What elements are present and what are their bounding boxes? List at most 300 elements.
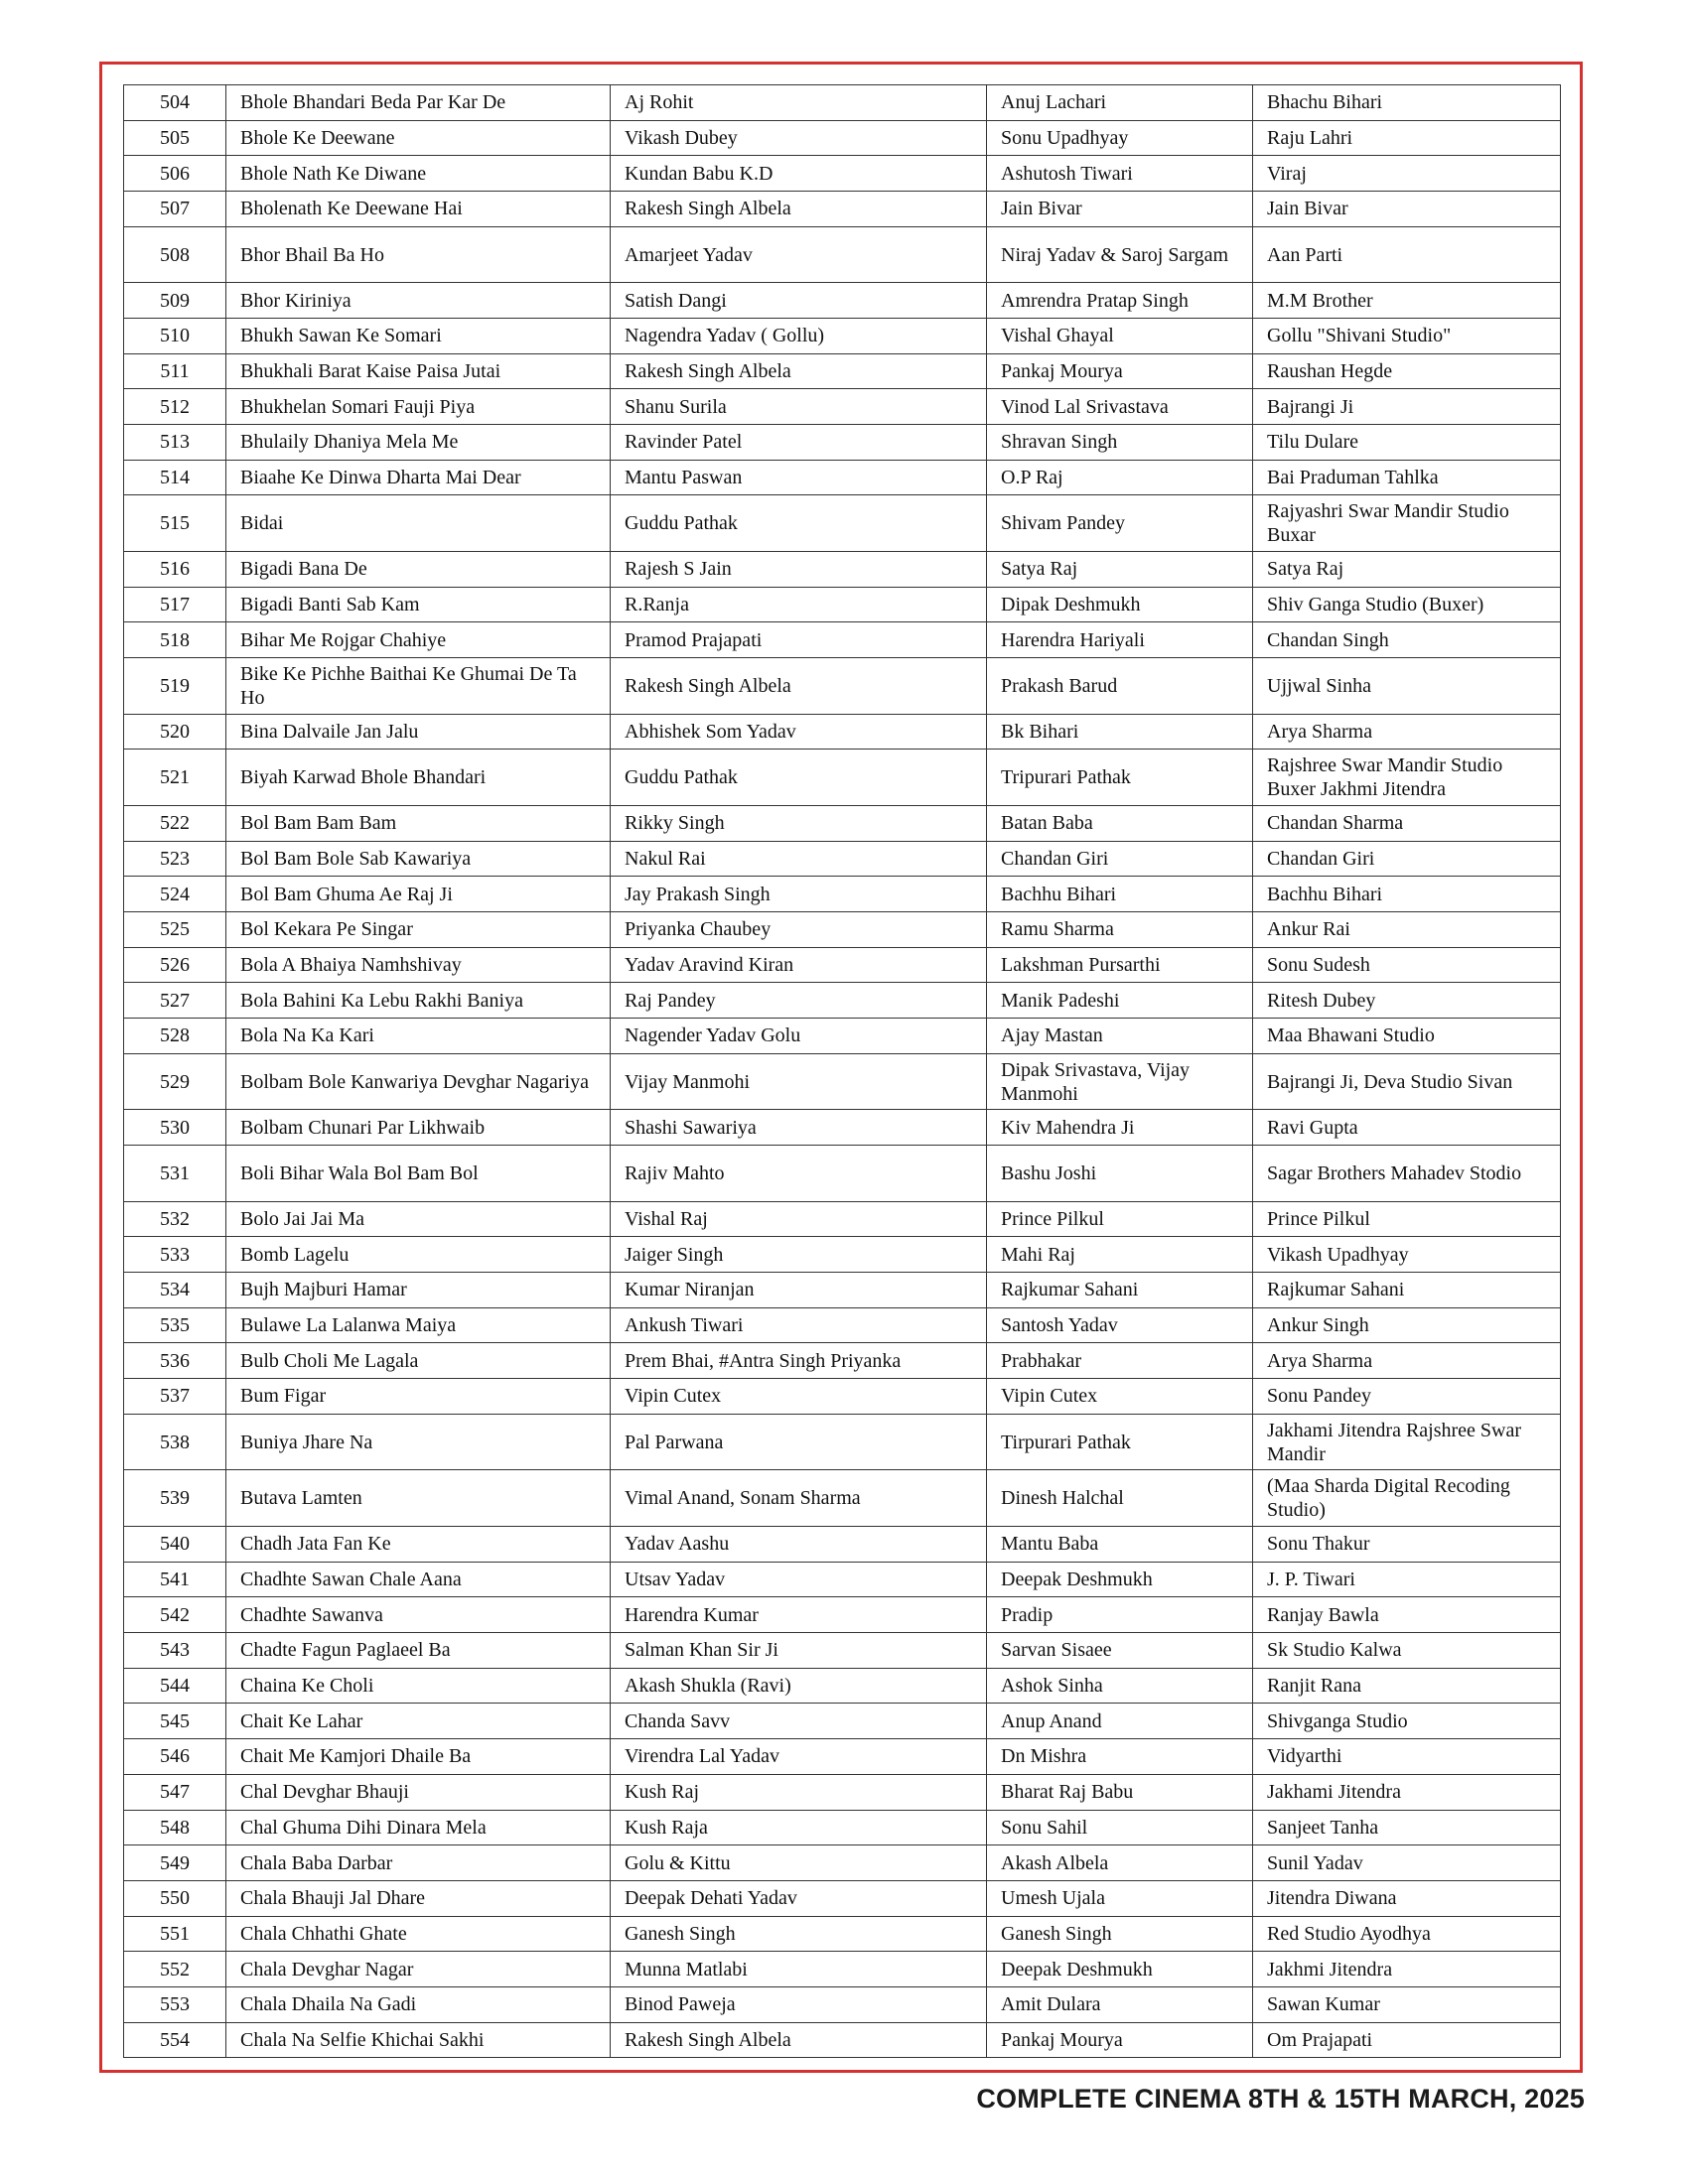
lyricist-cell: Tripurari Pathak xyxy=(987,750,1253,806)
table-row xyxy=(124,877,1561,912)
table-row xyxy=(124,283,1561,319)
song-title-cell: Bigadi Banti Sab Kam xyxy=(226,587,611,622)
music-studio-cell: Chandan Singh xyxy=(1253,622,1561,658)
table-row xyxy=(124,1668,1561,1704)
music-studio-cell: J. P. Tiwari xyxy=(1253,1562,1561,1597)
music-studio-cell: Tilu Dulare xyxy=(1253,425,1561,461)
singer-cell: Utsav Yadav xyxy=(611,1562,987,1597)
lyricist-cell: Bk Bihari xyxy=(987,714,1253,750)
lyricist-cell: Sonu Upadhyay xyxy=(987,120,1253,156)
song-title-cell: Bhukhelan Somari Fauji Piya xyxy=(226,389,611,425)
row-number-cell: 530 xyxy=(124,1110,226,1146)
table-row xyxy=(124,1273,1561,1308)
song-title-cell: Chala Baba Darbar xyxy=(226,1845,611,1881)
lyricist-cell: Jain Bivar xyxy=(987,192,1253,227)
table-row xyxy=(124,1201,1561,1237)
singer-cell: Vijay Manmohi xyxy=(611,1053,987,1110)
row-number-cell: 531 xyxy=(124,1146,226,1202)
row-number-cell: 539 xyxy=(124,1470,226,1527)
row-number-cell: 548 xyxy=(124,1810,226,1845)
table-row xyxy=(124,750,1561,806)
table-row xyxy=(124,1470,1561,1527)
singer-cell: Shashi Sawariya xyxy=(611,1110,987,1146)
song-title-cell: Chaina Ke Choli xyxy=(226,1668,611,1704)
table-row xyxy=(124,1880,1561,1916)
singer-cell: Rakesh Singh Albela xyxy=(611,192,987,227)
song-title-cell: Chal Devghar Bhauji xyxy=(226,1774,611,1810)
song-title-cell: Bhole Bhandari Beda Par Kar De xyxy=(226,85,611,121)
table-row xyxy=(124,1110,1561,1146)
singer-cell: Priyanka Chaubey xyxy=(611,912,987,948)
music-studio-cell: Sawan Kumar xyxy=(1253,1986,1561,2022)
lyricist-cell: Lakshman Pursarthi xyxy=(987,947,1253,983)
song-title-cell: Bina Dalvaile Jan Jalu xyxy=(226,714,611,750)
song-title-cell: Biyah Karwad Bhole Bhandari xyxy=(226,750,611,806)
lyricist-cell: Bashu Joshi xyxy=(987,1146,1253,1202)
table-row xyxy=(124,1053,1561,1110)
song-title-cell: Bolbam Chunari Par Likhwaib xyxy=(226,1110,611,1146)
lyricist-cell: Anuj Lachari xyxy=(987,85,1253,121)
singer-cell: Aj Rohit xyxy=(611,85,987,121)
song-title-cell: Bhole Ke Deewane xyxy=(226,120,611,156)
table-row xyxy=(124,912,1561,948)
lyricist-cell: Niraj Yadav & Saroj Sargam xyxy=(987,226,1253,283)
singer-cell: Nagender Yadav Golu xyxy=(611,1019,987,1054)
song-title-cell: Buniya Jhare Na xyxy=(226,1414,611,1470)
table-row xyxy=(124,85,1561,121)
row-number-cell: 540 xyxy=(124,1527,226,1563)
table-row xyxy=(124,192,1561,227)
music-studio-cell: Sanjeet Tanha xyxy=(1253,1810,1561,1845)
lyricist-cell: Chandan Giri xyxy=(987,841,1253,877)
music-studio-cell: Raushan Hegde xyxy=(1253,353,1561,389)
song-title-cell: Chadh Jata Fan Ke xyxy=(226,1527,611,1563)
music-studio-cell: Bhachu Bihari xyxy=(1253,85,1561,121)
lyricist-cell: Sarvan Sisaee xyxy=(987,1633,1253,1669)
singer-cell: Ravinder Patel xyxy=(611,425,987,461)
row-number-cell: 505 xyxy=(124,120,226,156)
row-number-cell: 536 xyxy=(124,1343,226,1379)
song-title-cell: Bhulaily Dhaniya Mela Me xyxy=(226,425,611,461)
song-title-cell: Bhor Bhail Ba Ho xyxy=(226,226,611,283)
music-studio-cell: Bachhu Bihari xyxy=(1253,877,1561,912)
singer-cell: Vipin Cutex xyxy=(611,1379,987,1415)
song-title-cell: Chala Chhathi Ghate xyxy=(226,1916,611,1952)
lyricist-cell: Shravan Singh xyxy=(987,425,1253,461)
singer-cell: Virendra Lal Yadav xyxy=(611,1739,987,1775)
singer-cell: Pal Parwana xyxy=(611,1414,987,1470)
row-number-cell: 549 xyxy=(124,1845,226,1881)
singer-cell: Rajesh S Jain xyxy=(611,552,987,588)
song-title-cell: Boli Bihar Wala Bol Bam Bol xyxy=(226,1146,611,1202)
table-row xyxy=(124,425,1561,461)
song-title-cell: Bhukh Sawan Ke Somari xyxy=(226,319,611,354)
table-row xyxy=(124,587,1561,622)
row-number-cell: 511 xyxy=(124,353,226,389)
singer-cell: Nakul Rai xyxy=(611,841,987,877)
singer-cell: Yadav Aravind Kiran xyxy=(611,947,987,983)
singer-cell: Jay Prakash Singh xyxy=(611,877,987,912)
lyricist-cell: Dn Mishra xyxy=(987,1739,1253,1775)
lyricist-cell: Harendra Hariyali xyxy=(987,622,1253,658)
song-title-cell: Bomb Lagelu xyxy=(226,1237,611,1273)
song-title-cell: Chal Ghuma Dihi Dinara Mela xyxy=(226,1810,611,1845)
table-row xyxy=(124,1986,1561,2022)
lyricist-cell: Vipin Cutex xyxy=(987,1379,1253,1415)
singer-cell: Vishal Raj xyxy=(611,1201,987,1237)
row-number-cell: 528 xyxy=(124,1019,226,1054)
music-studio-cell: Gollu "Shivani Studio" xyxy=(1253,319,1561,354)
music-studio-cell: Arya Sharma xyxy=(1253,1343,1561,1379)
row-number-cell: 524 xyxy=(124,877,226,912)
row-number-cell: 525 xyxy=(124,912,226,948)
row-number-cell: 507 xyxy=(124,192,226,227)
table-row xyxy=(124,947,1561,983)
row-number-cell: 541 xyxy=(124,1562,226,1597)
music-studio-cell: Bajrangi Ji xyxy=(1253,389,1561,425)
lyricist-cell: Pankaj Mourya xyxy=(987,2022,1253,2058)
table-row xyxy=(124,1562,1561,1597)
table-row xyxy=(124,1597,1561,1633)
lyricist-cell: Umesh Ujala xyxy=(987,1880,1253,1916)
lyricist-cell: Santosh Yadav xyxy=(987,1307,1253,1343)
lyricist-cell: Dipak Deshmukh xyxy=(987,587,1253,622)
lyricist-cell: Dipak Srivastava, Vijay Manmohi xyxy=(987,1053,1253,1110)
music-studio-cell: Maa Bhawani Studio xyxy=(1253,1019,1561,1054)
singer-cell: Golu & Kittu xyxy=(611,1845,987,1881)
song-title-cell: Chait Ke Lahar xyxy=(226,1704,611,1739)
song-title-cell: Bulawe La Lalanwa Maiya xyxy=(226,1307,611,1343)
lyricist-cell: Mahi Raj xyxy=(987,1237,1253,1273)
singer-cell: Vikash Dubey xyxy=(611,120,987,156)
row-number-cell: 515 xyxy=(124,495,226,552)
lyricist-cell: Deepak Deshmukh xyxy=(987,1562,1253,1597)
lyricist-cell: O.P Raj xyxy=(987,460,1253,495)
row-number-cell: 537 xyxy=(124,1379,226,1415)
row-number-cell: 516 xyxy=(124,552,226,588)
table-body xyxy=(124,85,1561,2058)
song-title-cell: Bulb Choli Me Lagala xyxy=(226,1343,611,1379)
table-row xyxy=(124,353,1561,389)
row-number-cell: 551 xyxy=(124,1916,226,1952)
music-studio-cell: Rajshree Swar Mandir Studio Buxer Jakhmi Jitendra xyxy=(1253,750,1561,806)
row-number-cell: 526 xyxy=(124,947,226,983)
lyricist-cell: Vinod Lal Srivastava xyxy=(987,389,1253,425)
row-number-cell: 543 xyxy=(124,1633,226,1669)
music-studio-cell: Bai Praduman Tahlka xyxy=(1253,460,1561,495)
row-number-cell: 521 xyxy=(124,750,226,806)
singer-cell: Pramod Prajapati xyxy=(611,622,987,658)
music-studio-cell: Vidyarthi xyxy=(1253,1739,1561,1775)
row-number-cell: 509 xyxy=(124,283,226,319)
music-studio-cell: Ranjit Rana xyxy=(1253,1668,1561,1704)
music-studio-cell: Satya Raj xyxy=(1253,552,1561,588)
music-studio-cell: Ravi Gupta xyxy=(1253,1110,1561,1146)
song-title-cell: Bola A Bhaiya Namhshivay xyxy=(226,947,611,983)
music-studio-cell: Ankur Singh xyxy=(1253,1307,1561,1343)
table-row xyxy=(124,226,1561,283)
singer-cell: Shanu Surila xyxy=(611,389,987,425)
singer-cell: Jaiger Singh xyxy=(611,1237,987,1273)
song-table xyxy=(123,84,1561,2058)
singer-cell: Binod Paweja xyxy=(611,1986,987,2022)
music-studio-cell: Bajrangi Ji, Deva Studio Sivan xyxy=(1253,1053,1561,1110)
music-studio-cell: Arya Sharma xyxy=(1253,714,1561,750)
singer-cell: Amarjeet Yadav xyxy=(611,226,987,283)
song-title-cell: Bhukhali Barat Kaise Paisa Jutai xyxy=(226,353,611,389)
table-row xyxy=(124,1237,1561,1273)
song-title-cell: Bhole Nath Ke Diwane xyxy=(226,156,611,192)
song-title-cell: Chala Na Selfie Khichai Sakhi xyxy=(226,2022,611,2058)
row-number-cell: 514 xyxy=(124,460,226,495)
music-studio-cell: Jakhami Jitendra Rajshree Swar Mandir xyxy=(1253,1414,1561,1470)
music-studio-cell: Sagar Brothers Mahadev Stodio xyxy=(1253,1146,1561,1202)
table-row xyxy=(124,1146,1561,1202)
song-title-cell: Bhor Kiriniya xyxy=(226,283,611,319)
music-studio-cell: Sonu Sudesh xyxy=(1253,947,1561,983)
music-studio-cell: Sunil Yadav xyxy=(1253,1845,1561,1881)
music-studio-cell: Jakhmi Jitendra xyxy=(1253,1952,1561,1987)
song-title-cell: Bihar Me Rojgar Chahiye xyxy=(226,622,611,658)
lyricist-cell: Prabhakar xyxy=(987,1343,1253,1379)
row-number-cell: 545 xyxy=(124,1704,226,1739)
song-title-cell: Bolbam Bole Kanwariya Devghar Nagariya xyxy=(226,1053,611,1110)
table-row xyxy=(124,1952,1561,1987)
row-number-cell: 533 xyxy=(124,1237,226,1273)
singer-cell: Mantu Paswan xyxy=(611,460,987,495)
song-title-cell: Bola Bahini Ka Lebu Rakhi Baniya xyxy=(226,983,611,1019)
lyricist-cell: Amit Dulara xyxy=(987,1986,1253,2022)
singer-cell: Abhishek Som Yadav xyxy=(611,714,987,750)
singer-cell: Harendra Kumar xyxy=(611,1597,987,1633)
row-number-cell: 535 xyxy=(124,1307,226,1343)
music-studio-cell: Ankur Rai xyxy=(1253,912,1561,948)
song-title-cell: Chadte Fagun Paglaeel Ba xyxy=(226,1633,611,1669)
singer-cell: Chanda Savv xyxy=(611,1704,987,1739)
table-row xyxy=(124,1704,1561,1739)
row-number-cell: 510 xyxy=(124,319,226,354)
music-studio-cell: M.M Brother xyxy=(1253,283,1561,319)
music-studio-cell: Sk Studio Kalwa xyxy=(1253,1633,1561,1669)
song-title-cell: Bolo Jai Jai Ma xyxy=(226,1201,611,1237)
row-number-cell: 513 xyxy=(124,425,226,461)
song-title-cell: Bidai xyxy=(226,495,611,552)
singer-cell: Satish Dangi xyxy=(611,283,987,319)
song-title-cell: Biaahe Ke Dinwa Dharta Mai Dear xyxy=(226,460,611,495)
music-studio-cell: Ritesh Dubey xyxy=(1253,983,1561,1019)
music-studio-cell: Rajkumar Sahani xyxy=(1253,1273,1561,1308)
music-studio-cell: Jain Bivar xyxy=(1253,192,1561,227)
singer-cell: Ganesh Singh xyxy=(611,1916,987,1952)
table-row xyxy=(124,1019,1561,1054)
music-studio-cell: Om Prajapati xyxy=(1253,2022,1561,2058)
music-studio-cell: Jakhami Jitendra xyxy=(1253,1774,1561,1810)
row-number-cell: 506 xyxy=(124,156,226,192)
table-row xyxy=(124,983,1561,1019)
lyricist-cell: Mantu Baba xyxy=(987,1527,1253,1563)
song-title-cell: Bol Bam Ghuma Ae Raj Ji xyxy=(226,877,611,912)
song-title-cell: Chait Me Kamjori Dhaile Ba xyxy=(226,1739,611,1775)
row-number-cell: 527 xyxy=(124,983,226,1019)
song-title-cell: Bholenath Ke Deewane Hai xyxy=(226,192,611,227)
lyricist-cell: Satya Raj xyxy=(987,552,1253,588)
singer-cell: Akash Shukla (Ravi) xyxy=(611,1668,987,1704)
lyricist-cell: Amrendra Pratap Singh xyxy=(987,283,1253,319)
row-number-cell: 504 xyxy=(124,85,226,121)
lyricist-cell: Ashutosh Tiwari xyxy=(987,156,1253,192)
lyricist-cell: Prakash Barud xyxy=(987,658,1253,715)
singer-cell: Ankush Tiwari xyxy=(611,1307,987,1343)
lyricist-cell: Shivam Pandey xyxy=(987,495,1253,552)
music-studio-cell: (Maa Sharda Digital Recoding Studio) xyxy=(1253,1470,1561,1527)
table-row xyxy=(124,1414,1561,1470)
table-row xyxy=(124,156,1561,192)
row-number-cell: 554 xyxy=(124,2022,226,2058)
table-row xyxy=(124,319,1561,354)
table-row xyxy=(124,806,1561,842)
song-title-cell: Chala Bhauji Jal Dhare xyxy=(226,1880,611,1916)
lyricist-cell: Ajay Mastan xyxy=(987,1019,1253,1054)
table-row xyxy=(124,460,1561,495)
lyricist-cell: Ganesh Singh xyxy=(987,1916,1253,1952)
row-number-cell: 522 xyxy=(124,806,226,842)
music-studio-cell: Sonu Thakur xyxy=(1253,1527,1561,1563)
song-title-cell: Chala Dhaila Na Gadi xyxy=(226,1986,611,2022)
row-number-cell: 518 xyxy=(124,622,226,658)
singer-cell: Raj Pandey xyxy=(611,983,987,1019)
table-row xyxy=(124,495,1561,552)
row-number-cell: 550 xyxy=(124,1880,226,1916)
lyricist-cell: Deepak Deshmukh xyxy=(987,1952,1253,1987)
row-number-cell: 520 xyxy=(124,714,226,750)
music-studio-cell: Jitendra Diwana xyxy=(1253,1880,1561,1916)
singer-cell: Guddu Pathak xyxy=(611,495,987,552)
row-number-cell: 532 xyxy=(124,1201,226,1237)
singer-cell: Rikky Singh xyxy=(611,806,987,842)
table-row xyxy=(124,1343,1561,1379)
song-title-cell: Chala Devghar Nagar xyxy=(226,1952,611,1987)
music-studio-cell: Shivganga Studio xyxy=(1253,1704,1561,1739)
table-row xyxy=(124,1633,1561,1669)
music-studio-cell: Rajyashri Swar Mandir Studio Buxar xyxy=(1253,495,1561,552)
table-row xyxy=(124,1845,1561,1881)
music-studio-cell: Ujjwal Sinha xyxy=(1253,658,1561,715)
singer-cell: R.Ranja xyxy=(611,587,987,622)
table-row xyxy=(124,389,1561,425)
song-title-cell: Butava Lamten xyxy=(226,1470,611,1527)
row-number-cell: 544 xyxy=(124,1668,226,1704)
row-number-cell: 517 xyxy=(124,587,226,622)
row-number-cell: 552 xyxy=(124,1952,226,1987)
lyricist-cell: Ashok Sinha xyxy=(987,1668,1253,1704)
lyricist-cell: Dinesh Halchal xyxy=(987,1470,1253,1527)
table-row xyxy=(124,1379,1561,1415)
lyricist-cell: Tirpurari Pathak xyxy=(987,1414,1253,1470)
music-studio-cell: Ranjay Bawla xyxy=(1253,1597,1561,1633)
singer-cell: Rakesh Singh Albela xyxy=(611,658,987,715)
table-row xyxy=(124,552,1561,588)
singer-cell: Deepak Dehati Yadav xyxy=(611,1880,987,1916)
singer-cell: Nagendra Yadav ( Gollu) xyxy=(611,319,987,354)
lyricist-cell: Bharat Raj Babu xyxy=(987,1774,1253,1810)
music-studio-cell: Raju Lahri xyxy=(1253,120,1561,156)
song-title-cell: Bigadi Bana De xyxy=(226,552,611,588)
table-row xyxy=(124,120,1561,156)
singer-cell: Kumar Niranjan xyxy=(611,1273,987,1308)
footer-publication: COMPLETE CINEMA 8TH & 15TH MARCH, 2025 xyxy=(976,2084,1585,2114)
singer-cell: Kush Raja xyxy=(611,1810,987,1845)
table-row xyxy=(124,1739,1561,1775)
lyricist-cell: Sonu Sahil xyxy=(987,1810,1253,1845)
lyricist-cell: Kiv Mahendra Ji xyxy=(987,1110,1253,1146)
lyricist-cell: Batan Baba xyxy=(987,806,1253,842)
singer-cell: Munna Matlabi xyxy=(611,1952,987,1987)
lyricist-cell: Bachhu Bihari xyxy=(987,877,1253,912)
music-studio-cell: Chandan Sharma xyxy=(1253,806,1561,842)
music-studio-cell: Vikash Upadhyay xyxy=(1253,1237,1561,1273)
music-studio-cell: Shiv Ganga Studio (Buxer) xyxy=(1253,587,1561,622)
song-title-cell: Chadhte Sawan Chale Aana xyxy=(226,1562,611,1597)
row-number-cell: 538 xyxy=(124,1414,226,1470)
song-title-cell: Bike Ke Pichhe Baithai Ke Ghumai De Ta Ho xyxy=(226,658,611,715)
row-number-cell: 523 xyxy=(124,841,226,877)
lyricist-cell: Manik Padeshi xyxy=(987,983,1253,1019)
song-title-cell: Bol Kekara Pe Singar xyxy=(226,912,611,948)
lyricist-cell: Pradip xyxy=(987,1597,1253,1633)
lyricist-cell: Vishal Ghayal xyxy=(987,319,1253,354)
lyricist-cell: Anup Anand xyxy=(987,1704,1253,1739)
row-number-cell: 546 xyxy=(124,1739,226,1775)
singer-cell: Salman Khan Sir Ji xyxy=(611,1633,987,1669)
row-number-cell: 553 xyxy=(124,1986,226,2022)
music-studio-cell: Prince Pilkul xyxy=(1253,1201,1561,1237)
row-number-cell: 542 xyxy=(124,1597,226,1633)
music-studio-cell: Chandan Giri xyxy=(1253,841,1561,877)
table-row xyxy=(124,622,1561,658)
song-title-cell: Bola Na Ka Kari xyxy=(226,1019,611,1054)
row-number-cell: 529 xyxy=(124,1053,226,1110)
singer-cell: Rajiv Mahto xyxy=(611,1146,987,1202)
singer-cell: Kush Raj xyxy=(611,1774,987,1810)
singer-cell: Guddu Pathak xyxy=(611,750,987,806)
song-title-cell: Bum Figar xyxy=(226,1379,611,1415)
table-row xyxy=(124,1307,1561,1343)
singer-cell: Yadav Aashu xyxy=(611,1527,987,1563)
table-row xyxy=(124,1916,1561,1952)
singer-cell: Vimal Anand, Sonam Sharma xyxy=(611,1470,987,1527)
row-number-cell: 508 xyxy=(124,226,226,283)
song-title-cell: Bol Bam Bam Bam xyxy=(226,806,611,842)
lyricist-cell: Prince Pilkul xyxy=(987,1201,1253,1237)
song-title-cell: Bujh Majburi Hamar xyxy=(226,1273,611,1308)
table-row xyxy=(124,714,1561,750)
table-row xyxy=(124,1774,1561,1810)
table-row xyxy=(124,658,1561,715)
singer-cell: Rakesh Singh Albela xyxy=(611,2022,987,2058)
music-studio-cell: Red Studio Ayodhya xyxy=(1253,1916,1561,1952)
row-number-cell: 512 xyxy=(124,389,226,425)
lyricist-cell: Akash Albela xyxy=(987,1845,1253,1881)
lyricist-cell: Rajkumar Sahani xyxy=(987,1273,1253,1308)
table-row xyxy=(124,1810,1561,1845)
lyricist-cell: Ramu Sharma xyxy=(987,912,1253,948)
singer-cell: Rakesh Singh Albela xyxy=(611,353,987,389)
music-studio-cell: Viraj xyxy=(1253,156,1561,192)
music-studio-cell: Aan Parti xyxy=(1253,226,1561,283)
singer-cell: Kundan Babu K.D xyxy=(611,156,987,192)
lyricist-cell: Pankaj Mourya xyxy=(987,353,1253,389)
row-number-cell: 519 xyxy=(124,658,226,715)
